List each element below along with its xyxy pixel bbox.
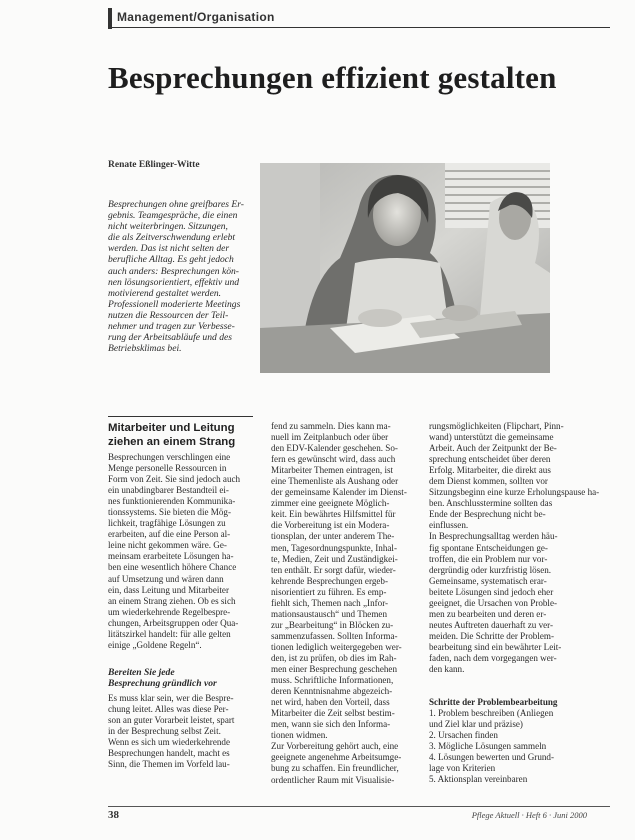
header-marker: [108, 8, 112, 29]
meeting-photo: [260, 163, 550, 373]
step-item: 3. Mögliche Lösungen sammeln: [429, 741, 547, 752]
step-item: lage von Kriterien: [429, 763, 496, 774]
step-item: 2. Ursachen finden: [429, 730, 498, 741]
publication-source: Pflege Aktuell · Heft 6 · Juni 2000: [471, 810, 587, 820]
steps-box-title: Schritte der Problembearbeitung: [429, 697, 558, 708]
article-title: Besprechungen effizient gestalten: [108, 60, 557, 95]
step-item: 1. Problem beschreiben (Anliegen: [429, 708, 554, 719]
author-name: Renate Eßlinger-Witte: [108, 160, 200, 170]
section-heading: Mitarbeiter und Leitung ziehen an einem Strang: [108, 422, 236, 448]
step-item: 5. Aktionsplan vereinbaren: [429, 774, 528, 785]
subheading: Bereiten Sie jede: [108, 666, 175, 678]
column-1-text: Besprechungen verschlingen eine Menge personelle Ressourcen in Form von Zeit. Sie sind jedoch auch ein unabdingbarer Bestandteil ei- nes funktionierenden Kommunika- tionssystems. Sie bieten die Mög- lichkeit, tragfähige Lösungen zu erarbeiten, auf die eine Person al- leine nicht gekommen wäre. Ge- meinsam erarbeitete Lösungen ha- ben eine wesentlich höhere Chance auf Umsetzung und wären dann ein, dass Leitung und Mitarbeiter an einem Strang ziehen. Ob es sich um wiederkehrende Regelbespre- chungen, Arbeitsgruppen oder Qua- litätszirkel handelt: für alle gelten einige „Goldene Regeln“. Bereiten Sie jede Besprechung gründlich vor Es muss klar sein, wer die Bespre- chung leitet. Alles was diese Per- son an guter Vorarbeit leistet, spart in der Besprechung selbst Zeit. Wenn es sich um wiederkehrende Besprechungen handelt, macht es Sinn, die Themen im Vorfeld lau-: [108, 452, 253, 770]
column-rule: [108, 416, 253, 417]
step-item: und Ziel klar und präzise): [429, 719, 523, 730]
column-2-text: fend zu sammeln. Dies kann ma- nuell im Zeitplanbuch oder über den EDV-Kalender geschehen. So- fern es gewünscht wird, dass auch Mitarbeiter Themen eintragen, ist eine Themenliste als Aushang oder der gemeinsame Kalender im Dienst- zimmer eine geeignete Möglich- keit. Ein bewährtes Hilfsmittel für die Vorbereitung ist ein Modera- tionsplan, der unter anderem The- men, Tagesordnungspunkte, Inhal- te, Medien, Zeit und Zuständigkei- ten enthält. Er sorgt dafür, wieder- kehrende Besprechungen ergeb- nisorientiert zu führen. Es emp- fiehlt sich, Themen nach „Infor- mationsaustausch“ und Themen zur „Bearbeitung“ in Blöcken zu- sammenzufassen. Sollten Informa- tionen lediglich weitergegeben wer- den, ist zu prüfen, ob dies im Rah- men einer Besprechung geschehen muss. Schriftliche Informationen, deren Kenntnisnahme abgezeich- net wird, haben den Vorteil, dass Mitarbeiter die Zeit selbst bestim- men, wann sie sich den Informa- tionen widmen. Zur Vorbereitung gehört auch, eine geeignete angenehme Arbeitsumge- bung zu schaffen. Ein freundlicher, ordentlicher Raum mit Visualisie-: [271, 421, 407, 785]
subheading-line-2: Besprechung gründlich vor: [108, 677, 217, 689]
column-3-text: rungsmöglichkeiten (Flipchart, Pinn- wand) unterstützt die gemeinsame Arbeit. Auch der Zeitpunkt der Be- sprechung entscheidet über deren Erfolg. Mitarbeiter, die direkt aus dem Dienst kommen, sollten vor Sitzungsbeginn eine kurze Erholungspause ha- ben. Anschlusstermine sollten das Ende der Besprechung nicht be- einflussen. In Besprechungsalltag werden häu- fig spontane Entscheidungen ge- troffen, die ein Problem nur vor- dergründig oder kurzfristig lösen. Gemeinsame, systematisch erar- beitete Lösungen sind jedoch eher geeignet, die Ursachen von Proble- men zu bearbeiten und deren er- neutes Auftreten dauerhaft zu ver- meiden. Die Schritte der Problem- bearbeitung sind ein bewährter Leit- faden, nach dem vorgegangen wer- den kann. Schritte der Problembearbeitung 1. Problem beschreiben (Anliegen und Ziel klar und präzise) 2. Ursachen finden 3. Mögliche Lösungen sammeln 4. Lösungen bewerten und Grund- lage von Kriterien 5. Aktionsplan vereinbaren: [429, 421, 600, 785]
intro-lead: Besprechungen ohne greifbares Er- gebnis. Teamgespräche, die einen nicht weiterbringen. Sitzungen, die als Zeitverschwendung erlebt werden. Das ist nicht selten der berufliche Alltag. Es geht jedoch auch anders: Besprechungen kön- nen lösungsorientiert, effektiv und motivierend gestaltet werden. Professionell moderierte Meetings nutzen die Ressourcen der Teil- nehmer und tragen zur Verbesse- rung der Arbeitsabläufe und des Betriebsklimas bei.: [108, 199, 244, 355]
section-label: Management/Organisation: [117, 10, 275, 24]
footer-rule: [108, 806, 610, 807]
header-rule: [108, 27, 610, 28]
step-item: 4. Lösungen bewerten und Grund-: [429, 752, 555, 763]
page-number: 38: [108, 809, 119, 821]
